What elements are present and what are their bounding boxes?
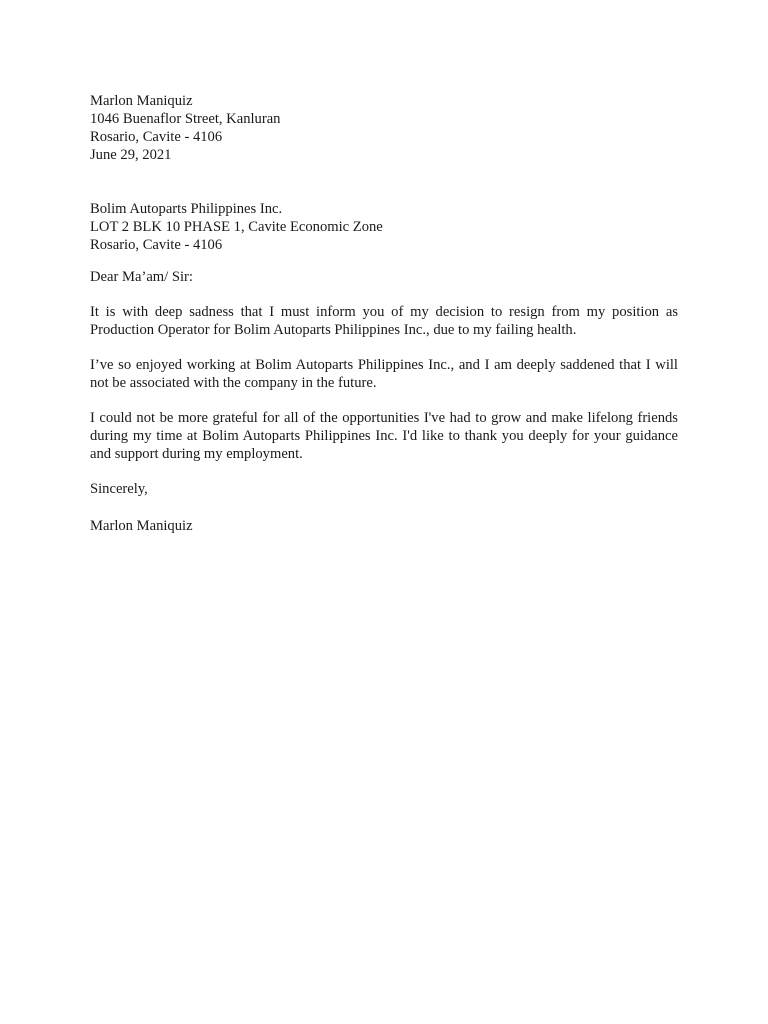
paragraph-2: I’ve so enjoyed working at Bolim Autoparts Philippines Inc., and I am deeply saddened that I will not be associated with the company in the future.	[90, 357, 678, 391]
recipient-address-line1: LOT 2 BLK 10 PHASE 1, Cavite Economic Zone	[90, 219, 383, 235]
paragraph-1: It is with deep sadness that I must inform you of my decision to resign from my position as Production Operator for Bolim Autoparts Philippines Inc., due to my failing health.	[90, 304, 678, 338]
recipient-block	[90, 200, 678, 254]
closing: Sincerely,	[90, 481, 148, 497]
sender-block	[90, 92, 678, 164]
paragraph-3: I could not be more grateful for all of the opportunities I've had to grow and make lifelong friends during my time at Bolim Autoparts Philippines Inc. I'd like to thank you deeply for your guidance and support during my employment.	[90, 410, 678, 462]
signature-name: Marlon Maniquiz	[90, 518, 193, 534]
recipient-address-line2: Rosario, Cavite - 4106	[90, 237, 223, 253]
letter-body	[90, 92, 678, 535]
letter-date: June 29, 2021	[90, 147, 172, 163]
salutation: Dear Ma’am/ Sir:	[90, 269, 193, 285]
sender-name: Marlon Maniquiz	[90, 93, 193, 109]
recipient-company: Bolim Autoparts Philippines Inc.	[90, 201, 283, 217]
sender-address-line1: 1046 Buenaflor Street, Kanluran	[90, 111, 281, 127]
sender-address-line2: Rosario, Cavite - 4106	[90, 129, 223, 145]
